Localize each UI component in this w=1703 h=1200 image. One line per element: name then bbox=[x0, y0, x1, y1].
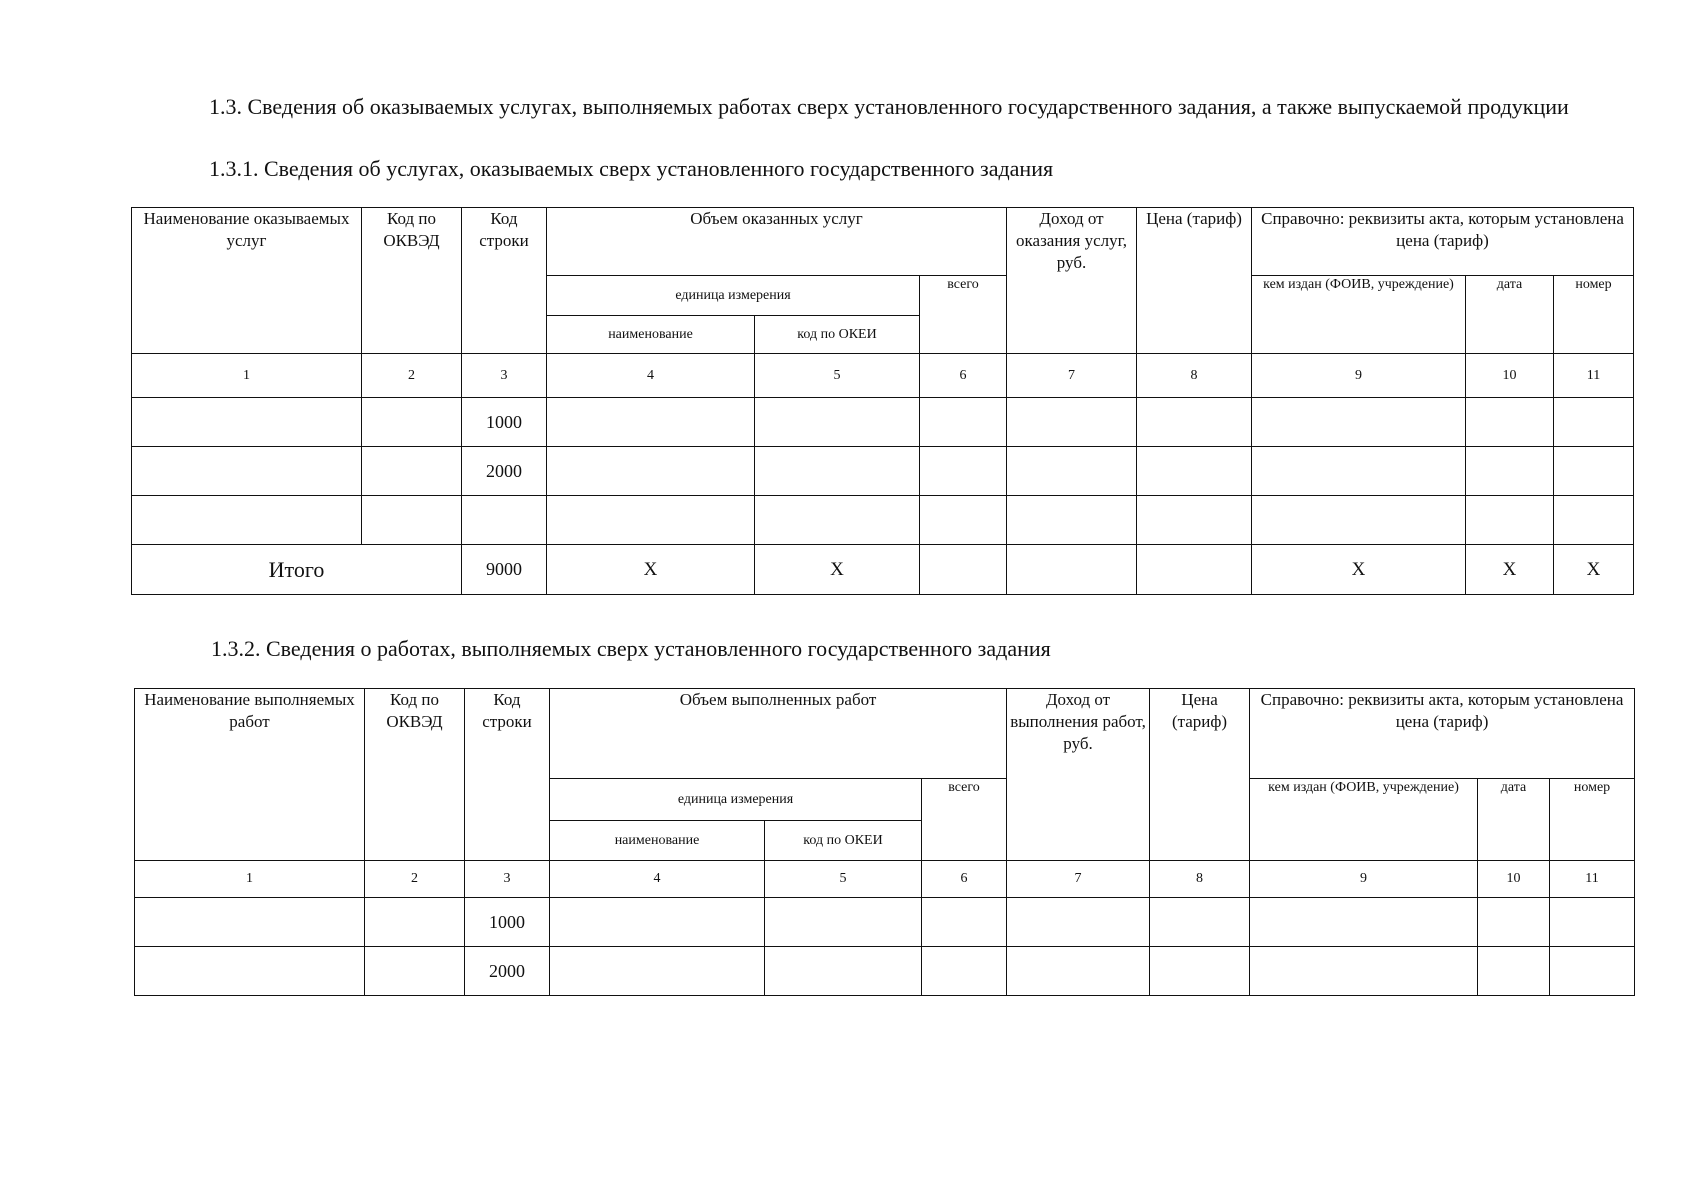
column-number: 1 bbox=[132, 354, 362, 398]
column-number: 11 bbox=[1554, 354, 1634, 398]
cell-date[interactable] bbox=[1478, 947, 1550, 996]
cell-income[interactable] bbox=[1007, 947, 1150, 996]
table-row bbox=[132, 447, 1634, 496]
cell-okved[interactable] bbox=[365, 898, 465, 947]
column-number: 5 bbox=[765, 861, 922, 898]
header-number: номер bbox=[1550, 779, 1635, 861]
total-unit-name-x: X bbox=[547, 545, 755, 595]
column-number-row bbox=[132, 354, 1634, 398]
cell-unit-name[interactable] bbox=[547, 496, 755, 545]
cell-total[interactable] bbox=[920, 447, 1007, 496]
header-total: всего bbox=[922, 779, 1007, 861]
column-number: 9 bbox=[1252, 354, 1466, 398]
header-income: Доход от выполнения работ, руб. bbox=[1007, 689, 1150, 861]
cell-total[interactable] bbox=[922, 947, 1007, 996]
cell-number[interactable] bbox=[1550, 898, 1635, 947]
column-number: 5 bbox=[755, 354, 920, 398]
header-number: номер bbox=[1554, 276, 1634, 354]
cell-date[interactable] bbox=[1466, 496, 1554, 545]
cell-price[interactable] bbox=[1150, 898, 1250, 947]
header-issuer: кем издан (ФОИВ, учреждение) bbox=[1252, 276, 1466, 354]
header-okved: Код по ОКВЭД bbox=[365, 689, 465, 861]
cell-okved[interactable] bbox=[362, 447, 462, 496]
column-number: 2 bbox=[365, 861, 465, 898]
column-number: 3 bbox=[465, 861, 550, 898]
header-unit-name: наименование bbox=[547, 316, 755, 354]
cell-price[interactable] bbox=[1137, 447, 1252, 496]
cell-date[interactable] bbox=[1466, 447, 1554, 496]
header-unit-okei: код по ОКЕИ bbox=[765, 821, 922, 861]
cell-issuer[interactable] bbox=[1250, 898, 1478, 947]
cell-total[interactable] bbox=[920, 496, 1007, 545]
cell-unit-okei[interactable] bbox=[765, 947, 922, 996]
cell-okved[interactable] bbox=[365, 947, 465, 996]
cell-service-name[interactable] bbox=[132, 447, 362, 496]
header-volume: Объем выполненных работ bbox=[550, 689, 1007, 779]
column-number: 10 bbox=[1466, 354, 1554, 398]
cell-unit-name[interactable] bbox=[547, 447, 755, 496]
cell-total[interactable] bbox=[920, 398, 1007, 447]
column-number: 8 bbox=[1137, 354, 1252, 398]
column-number: 6 bbox=[920, 354, 1007, 398]
cell-income[interactable] bbox=[1007, 496, 1137, 545]
cell-number[interactable] bbox=[1554, 496, 1634, 545]
total-unit-okei-x: X bbox=[755, 545, 920, 595]
column-number: 11 bbox=[1550, 861, 1635, 898]
cell-row-code: 2000 bbox=[465, 947, 550, 996]
header-unit: единица измерения bbox=[550, 779, 922, 821]
cell-number[interactable] bbox=[1554, 447, 1634, 496]
cell-unit-name[interactable] bbox=[550, 947, 765, 996]
header-work-name: Наименование выполняемых работ bbox=[135, 689, 365, 861]
table-row bbox=[135, 898, 1635, 947]
section-1-3-2-heading: 1.3.2. Сведения о работах, выполняемых сверх установленного государственного задания bbox=[211, 636, 1051, 661]
total-income[interactable] bbox=[1007, 545, 1137, 595]
column-number: 8 bbox=[1150, 861, 1250, 898]
column-number: 7 bbox=[1007, 354, 1137, 398]
table-row bbox=[135, 947, 1635, 996]
cell-issuer[interactable] bbox=[1252, 447, 1466, 496]
cell-number[interactable] bbox=[1550, 947, 1635, 996]
total-row-code: 9000 bbox=[462, 545, 547, 595]
cell-issuer[interactable] bbox=[1250, 947, 1478, 996]
cell-unit-okei[interactable] bbox=[755, 447, 920, 496]
total-row bbox=[132, 545, 1634, 595]
column-number: 3 bbox=[462, 354, 547, 398]
table-row bbox=[132, 496, 1634, 545]
header-reference: Справочно: реквизиты акта, которым установлена цена (тариф) bbox=[1250, 689, 1635, 779]
cell-price[interactable] bbox=[1150, 947, 1250, 996]
cell-row-code: 2000 bbox=[462, 447, 547, 496]
column-number: 10 bbox=[1478, 861, 1550, 898]
cell-price[interactable] bbox=[1137, 398, 1252, 447]
cell-okved[interactable] bbox=[362, 496, 462, 545]
cell-unit-okei[interactable] bbox=[755, 398, 920, 447]
cell-work-name[interactable] bbox=[135, 898, 365, 947]
total-price[interactable] bbox=[1137, 545, 1252, 595]
header-okved: Код по ОКВЭД bbox=[362, 208, 462, 354]
cell-unit-name[interactable] bbox=[547, 398, 755, 447]
header-price: Цена (тариф) bbox=[1150, 689, 1250, 861]
column-number-row bbox=[135, 861, 1635, 898]
section-1-3-heading: 1.3. Сведения об оказываемых услугах, выполняемых работах сверх установленного государственного задания, а также выпускаемой продукции bbox=[209, 94, 1569, 119]
column-number: 7 bbox=[1007, 861, 1150, 898]
cell-row-code: 1000 bbox=[462, 398, 547, 447]
cell-unit-okei[interactable] bbox=[755, 496, 920, 545]
column-number: 1 bbox=[135, 861, 365, 898]
cell-number[interactable] bbox=[1554, 398, 1634, 447]
cell-date[interactable] bbox=[1478, 898, 1550, 947]
table-row bbox=[132, 398, 1634, 447]
cell-service-name[interactable] bbox=[132, 496, 362, 545]
header-income: Доход от оказания услуг, руб. bbox=[1007, 208, 1137, 354]
cell-date[interactable] bbox=[1466, 398, 1554, 447]
cell-income[interactable] bbox=[1007, 398, 1137, 447]
cell-price[interactable] bbox=[1137, 496, 1252, 545]
header-date: дата bbox=[1466, 276, 1554, 354]
cell-issuer[interactable] bbox=[1252, 496, 1466, 545]
cell-okved[interactable] bbox=[362, 398, 462, 447]
header-issuer: кем издан (ФОИВ, учреждение) bbox=[1250, 779, 1478, 861]
total-date-x: X bbox=[1466, 545, 1554, 595]
cell-work-name[interactable] bbox=[135, 947, 365, 996]
works-table bbox=[134, 688, 1635, 996]
header-unit: единица измерения bbox=[547, 276, 920, 316]
header-price: Цена (тариф) bbox=[1137, 208, 1252, 354]
cell-income[interactable] bbox=[1007, 447, 1137, 496]
header-volume: Объем оказанных услуг bbox=[547, 208, 1007, 276]
total-label: Итого bbox=[132, 545, 462, 595]
total-issuer-x: X bbox=[1252, 545, 1466, 595]
header-row-code: Код строки bbox=[465, 689, 550, 861]
cell-unit-okei[interactable] bbox=[765, 898, 922, 947]
services-table bbox=[131, 207, 1634, 595]
header-unit-name: наименование bbox=[550, 821, 765, 861]
header-unit-okei: код по ОКЕИ bbox=[755, 316, 920, 354]
section-1-3-1-heading: 1.3.1. Сведения об услугах, оказываемых сверх установленного государственного задания bbox=[209, 156, 1054, 181]
cell-income[interactable] bbox=[1007, 898, 1150, 947]
column-number: 4 bbox=[547, 354, 755, 398]
header-reference: Справочно: реквизиты акта, которым установлена цена (тариф) bbox=[1252, 208, 1634, 276]
column-number: 4 bbox=[550, 861, 765, 898]
cell-service-name[interactable] bbox=[132, 398, 362, 447]
cell-issuer[interactable] bbox=[1252, 398, 1466, 447]
column-number: 9 bbox=[1250, 861, 1478, 898]
column-number: 6 bbox=[922, 861, 1007, 898]
header-total: всего bbox=[920, 276, 1007, 354]
header-date: дата bbox=[1478, 779, 1550, 861]
cell-total[interactable] bbox=[922, 898, 1007, 947]
cell-row-code: 1000 bbox=[465, 898, 550, 947]
header-service-name: Наименование оказываемых услуг bbox=[132, 208, 362, 354]
column-number: 2 bbox=[362, 354, 462, 398]
cell-row-code[interactable] bbox=[462, 496, 547, 545]
cell-unit-name[interactable] bbox=[550, 898, 765, 947]
total-number-x: X bbox=[1554, 545, 1634, 595]
header-row-code: Код строки bbox=[462, 208, 547, 354]
total-total[interactable] bbox=[920, 545, 1007, 595]
